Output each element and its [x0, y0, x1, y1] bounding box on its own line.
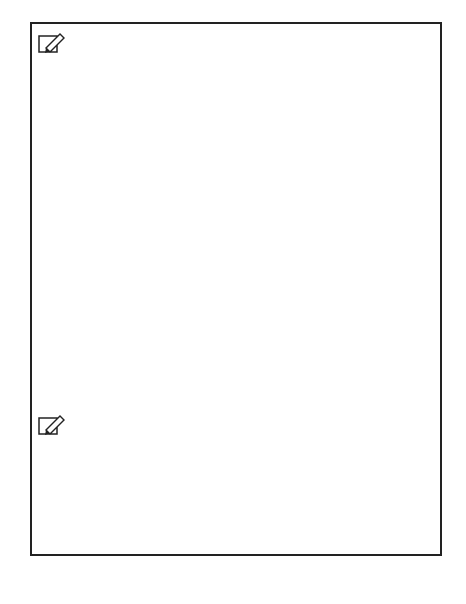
pencil-icon	[38, 32, 66, 54]
copybook-grid	[42, 444, 432, 552]
pencil-icon	[38, 414, 66, 436]
picture-grid	[30, 62, 438, 402]
